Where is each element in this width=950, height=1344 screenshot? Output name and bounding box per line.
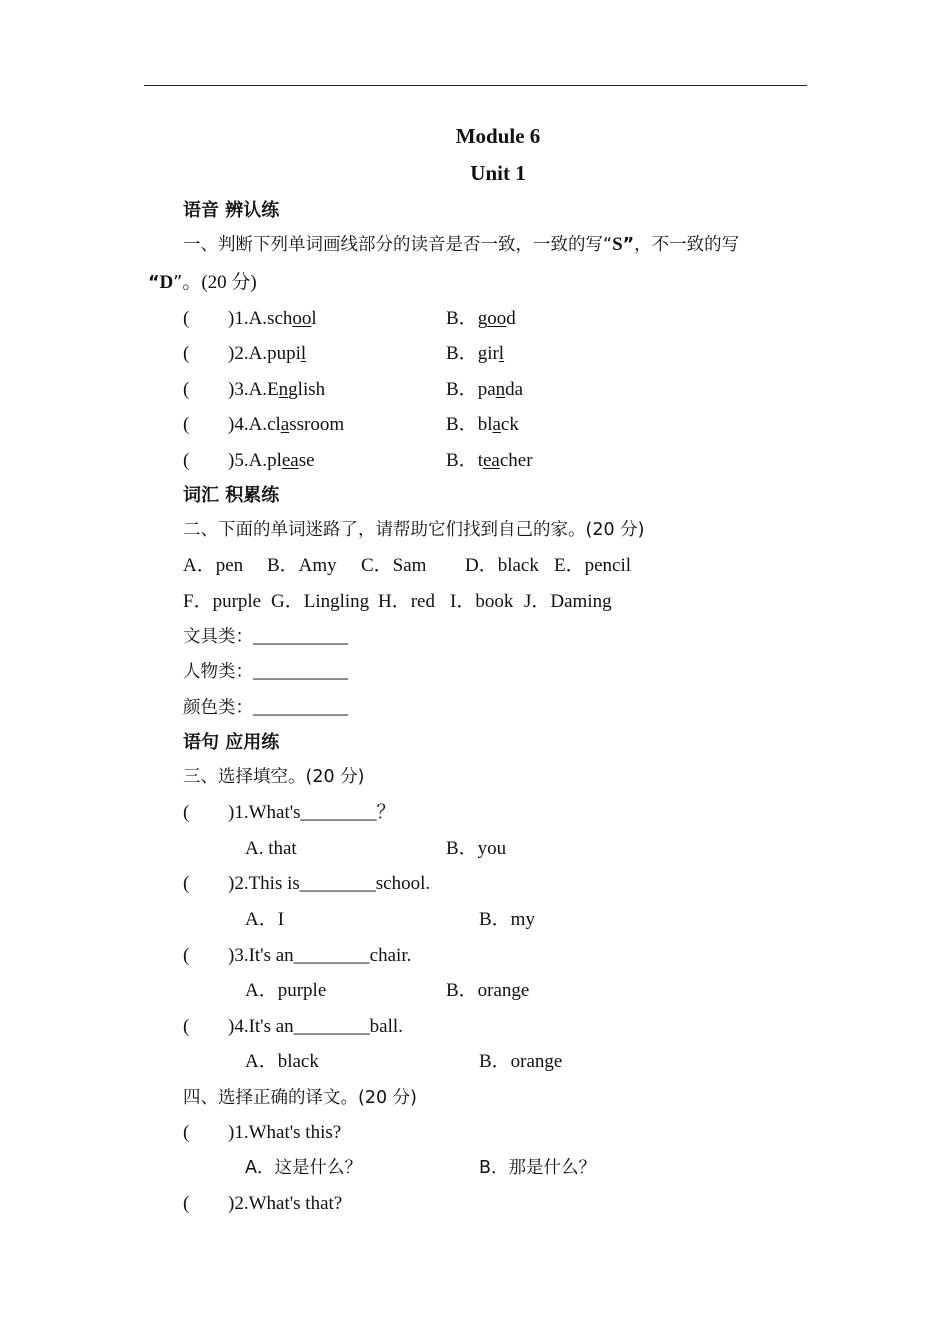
option-b: B．my <box>479 909 535 930</box>
question-3-4: )4.It's an________ball. <box>228 1016 403 1037</box>
word-option: G．Lingling <box>271 591 370 612</box>
phonics-item-5-b: B．teacher <box>446 450 533 471</box>
section-heading-phonics: 语音 辨认练 <box>183 200 280 221</box>
question-3-3: )3.It's an________chair. <box>228 945 412 966</box>
page-title: Module 6 <box>455 124 541 148</box>
page-subtitle: Unit 1 <box>470 161 526 185</box>
instruction-2: 二、下面的单词迷路了，请帮助它们找到自己的家。(20 分) <box>183 520 645 540</box>
paren: ( <box>183 414 190 435</box>
question-4-2: )2.What's that? <box>228 1193 343 1214</box>
option-a: A．purple <box>245 980 327 1001</box>
paren: ( <box>183 945 190 966</box>
phonics-item-2-b: B．girl <box>446 343 505 364</box>
paren: ( <box>183 343 190 364</box>
option-b: B．orange <box>479 1051 563 1072</box>
question-4-1: )1.What's this? <box>228 1122 342 1143</box>
option-b: B．那是什么？ <box>479 1158 597 1178</box>
paren: ( <box>183 450 190 471</box>
phonics-item-4-a: )4.A.classroom <box>228 414 345 435</box>
paren: ( <box>183 1193 190 1214</box>
word-option: B．Amy <box>267 555 337 576</box>
phonics-item-1-b: B．good <box>446 308 516 329</box>
instruction-3: 三、选择填空。(20 分) <box>183 767 365 787</box>
option-b: B．you <box>446 838 507 859</box>
answer-blank[interactable]: __________ <box>253 626 348 647</box>
phonics-item-5-a: )5.A.please <box>228 450 315 471</box>
answer-blank[interactable]: __________ <box>253 661 348 682</box>
instruction-1: 一、判断下列单词画线部分的读音是否一致，一致的写“S”，不一致的写 <box>183 234 740 255</box>
word-option: F．purple <box>183 591 262 612</box>
section-heading-sentences: 语句 应用练 <box>183 732 280 753</box>
instruction-4: 四、选择正确的译文。(20 分) <box>183 1088 417 1108</box>
option-a: A．black <box>245 1051 319 1072</box>
word-option: J．Daming <box>524 591 612 612</box>
phonics-item-3-b: B．panda <box>446 379 524 400</box>
option-a: A. that <box>245 838 297 859</box>
question-3-1: )1.What's________？ <box>228 802 396 823</box>
word-option: I．book <box>450 591 514 612</box>
paren: ( <box>183 1122 190 1143</box>
paren: ( <box>183 873 190 894</box>
paren: ( <box>183 308 190 329</box>
word-option: E．pencil <box>554 555 632 576</box>
category-colors: 颜色类：__________ <box>183 697 348 718</box>
header-rule <box>144 85 807 86</box>
word-option: C．Sam <box>361 555 427 576</box>
phonics-item-4-b: B．black <box>446 414 519 435</box>
category-stationery: 文具类：__________ <box>183 626 348 647</box>
option-b: B．orange <box>446 980 530 1001</box>
option-a: A．这是什么？ <box>245 1158 362 1178</box>
paren: ( <box>183 379 190 400</box>
category-people: 人物类：__________ <box>183 661 348 682</box>
paren: ( <box>183 1016 190 1037</box>
section-heading-vocab: 词汇 积累练 <box>183 485 280 506</box>
option-a: A．I <box>245 909 285 930</box>
word-option: H．red <box>378 591 435 612</box>
word-option: A．pen <box>183 555 244 576</box>
instruction-1-cont: “D”。(20 分) <box>148 272 257 293</box>
phonics-item-3-a: )3.A.English <box>228 379 326 400</box>
word-option: D．black <box>465 555 539 576</box>
phonics-item-1-a: )1.A.school <box>228 308 317 329</box>
answer-blank[interactable]: __________ <box>253 697 348 718</box>
paren: ( <box>183 802 190 823</box>
phonics-item-2-a: )2.A.pupil <box>228 343 307 364</box>
question-3-2: )2.This is________school. <box>228 873 431 894</box>
